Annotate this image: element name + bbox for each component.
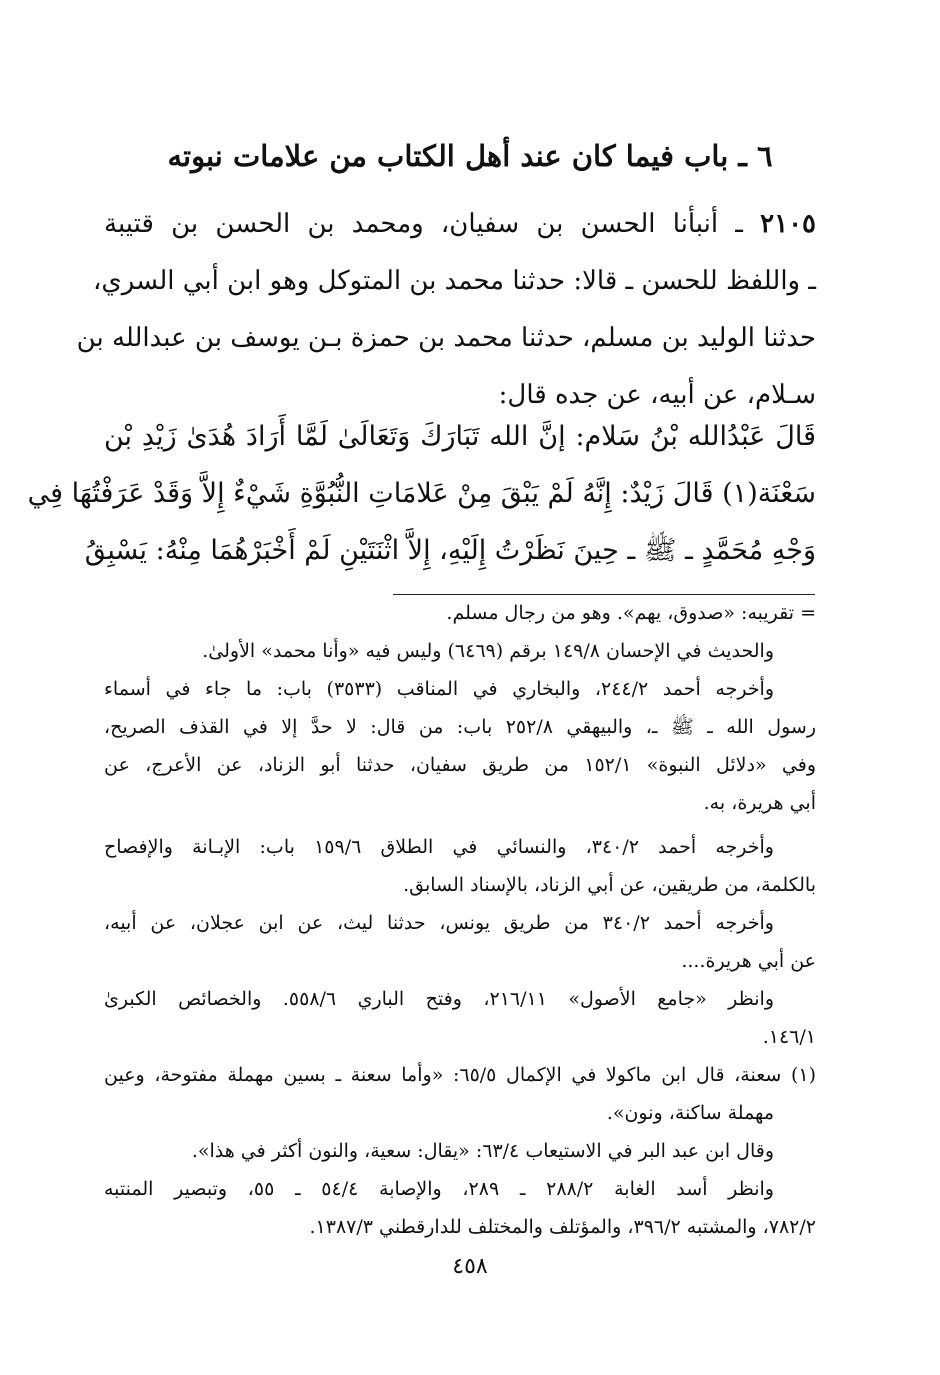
footnote-line: عن أبي هريرة....	[681, 950, 816, 972]
footnote-line: وأخرجه أحمد ٣٤٠/٢، والنسائي في الطلاق ١٥٩/٦ باب: الإبـانة والإفصاح	[104, 836, 774, 858]
hadith-isnad	[76, 196, 816, 424]
hadith-line-text: ـ أنبأنا الحسن بن سفيان، ومحمد بن الحسن بن قتيبة	[104, 209, 761, 239]
hadith-line: سـلام، عن أبيه، عن جده قال:	[498, 380, 816, 410]
hadith-matn	[27, 408, 816, 579]
footnote-line: ١٤٦/١.	[762, 1026, 816, 1048]
hadith-line: ـ واللفظ للحسن ـ قالا: حدثنا محمد بن المتوكل وهو ابن أبي السري،	[93, 266, 816, 296]
footnote-line: وقال ابن عبد البر في الاستيعاب ٦٣/٤: «يقال: سعية، والنون أكثر في هذا».	[191, 1140, 774, 1162]
footnote-1-line: (١) سعنة، قال ابن ماكولا في الإكمال ٦٥/٥: «وأما سعنة ـ بسين مهملة مفتوحة، وعين	[104, 1064, 816, 1086]
footnote-line: وأخرجه أحمد ٢٤٤/٢، والبخاري في المناقب (٣٥٣٣) باب: ما جاء في أسماء	[104, 678, 774, 700]
footnote-line: وفي «دلائل النبوة» ١٥٢/١ من طريق سفيان، حدثنا أبو الزناد، عن الأعرج، عن	[104, 754, 816, 776]
footnotes	[104, 594, 816, 1246]
footnote-line: بالكلمة، من طريقين، عن أبي الزناد، بالإسناد السابق.	[403, 874, 816, 896]
page-number: ٤٥٨	[452, 1254, 488, 1279]
footnote-1-line: مهملة ساكنة، ونون».	[606, 1102, 774, 1124]
footnote-line: ٧٨٢/٢، والمشتبه ٣٩٦/٢، والمؤتلف والمختلف للدارقطني ١٣٨٧/٣.	[309, 1216, 816, 1238]
footnote-line: وانظر «جامع الأصول» ٢١٦/١١، وفتح الباري ٥٥٨/٦. والخصائص الكبرىٰ	[104, 988, 774, 1010]
footnote-line: والحديث في الإحسان ١٤٩/٨ برقم (٦٤٦٩) وليس فيه «وأنا محمد» الأولىٰ.	[202, 640, 774, 662]
footnote-line: رسول الله ـ ﷺ ـ، والبيهقي ٢٥٢/٨ باب: من قال: لا حدَّ إلا في القذف الصريح،	[104, 716, 816, 738]
footnote-line: = تقريبه: «صدوق، يهم». وهو من رجال مسلم.	[446, 602, 816, 624]
matn-line: وَجْهِ مُحَمَّدٍ ـ ﷺ ـ حِينَ نَظَرْتُ إِلَيْهِ، إِلاَّ اثْنَتَيْنِ لَمْ أَخْبَرْهُمَا مِنْهُ: يَسْبِقُ	[84, 535, 816, 566]
footnote-line: وانظر أسد الغابة ٢٨٨/٢ ـ ٢٨٩، والإصابة ٥٤/٤ ـ ٥٥، وتبصير المنتبه	[104, 1178, 774, 1200]
hadith-line: حدثنا الوليد بن مسلم، حدثنا محمد بن حمزة بـن يوسف بن عبدالله بن	[76, 323, 816, 353]
hadith-number: ٢١٠٥	[760, 209, 816, 239]
footnote-line: وأخرجه أحمد ٣٤٠/٢ من طريق يونس، حدثنا ليث، عن ابن عجلان، عن أبيه،	[104, 912, 774, 934]
matn-line: سَعْنَة(١) قَالَ زَيْدٌ: إِنَّهُ لَمْ يَبْقَ مِنْ عَلامَاتِ النُّبُوَّةِ شَيْءٌ إِلاَّ وَقَدْ عَرَفْتُهَا فِي	[27, 478, 816, 509]
footnote-line: أبي هريرة، به.	[703, 792, 816, 814]
hadith-line	[104, 196, 816, 253]
chapter-title: ٦ ـ باب فيما كان عند أهل الكتاب من علامات نبوته	[167, 139, 773, 173]
matn-line: قَالَ عَبْدُالله بْنُ سَلام: إنَّ الله تَبَارَكَ وَتَعَالَىٰ لَمَّا أَرَادَ هُدَىٰ زَيْدِ بْن	[104, 421, 816, 452]
